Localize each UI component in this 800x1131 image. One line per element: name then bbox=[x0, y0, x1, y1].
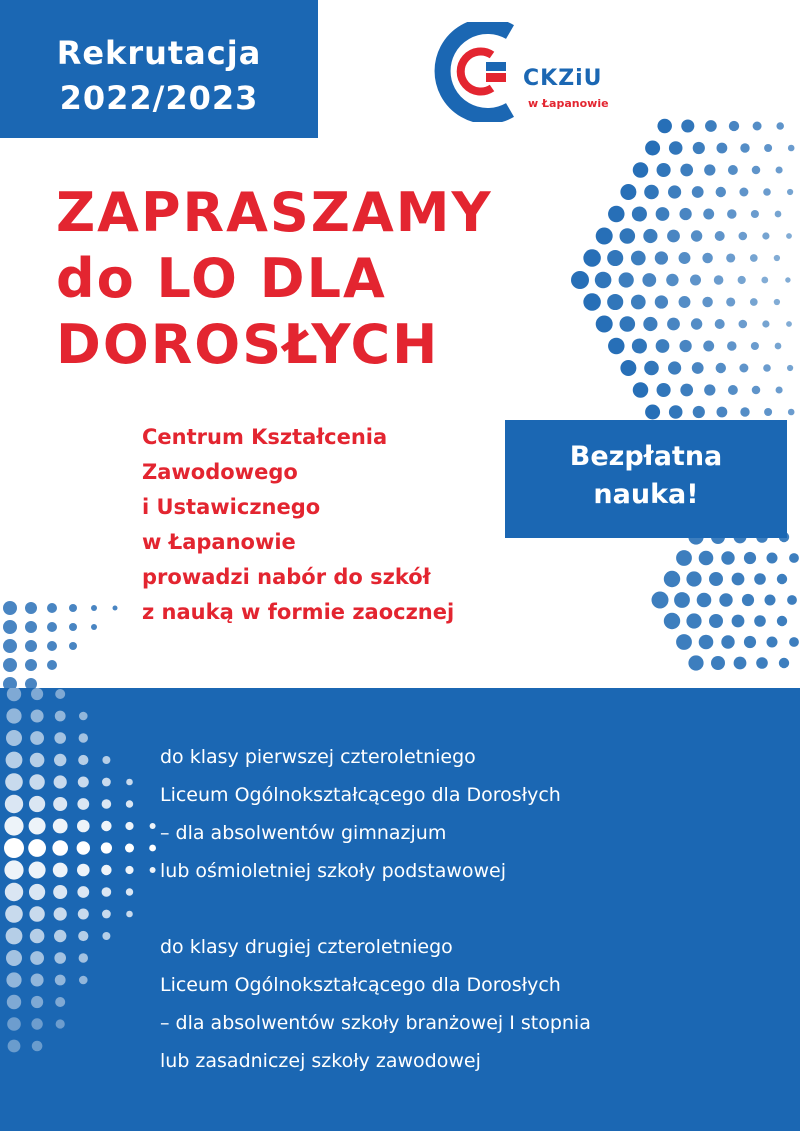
decorative-dot bbox=[774, 255, 780, 261]
decorative-dot bbox=[91, 624, 97, 630]
decorative-dot bbox=[776, 122, 784, 130]
decorative-dot bbox=[633, 382, 649, 398]
decorative-dot bbox=[692, 362, 704, 374]
decorative-dot bbox=[6, 950, 22, 966]
offer-line: lub ośmioletniej szkoły podstawowej bbox=[160, 860, 507, 882]
decorative-dot bbox=[714, 275, 724, 285]
school-logo bbox=[430, 22, 630, 122]
decorative-dot bbox=[77, 886, 89, 898]
decorative-dot bbox=[726, 253, 735, 262]
decorative-dot bbox=[709, 572, 723, 586]
decorative-dot bbox=[5, 883, 23, 901]
decorative-dot bbox=[703, 341, 714, 352]
decorative-dot bbox=[775, 343, 782, 350]
offer-line: – dla absolwentów gimnazjum bbox=[160, 822, 447, 844]
decorative-dot bbox=[693, 406, 705, 418]
decorative-dot bbox=[25, 659, 37, 671]
decorative-dot bbox=[657, 119, 672, 134]
decorative-dot bbox=[788, 145, 795, 152]
decorative-dot bbox=[739, 320, 748, 329]
decorative-dot bbox=[645, 141, 660, 156]
decorative-dot bbox=[55, 975, 66, 986]
decorative-dot bbox=[719, 593, 732, 606]
decorative-dot bbox=[78, 909, 89, 920]
decorative-dot bbox=[101, 821, 111, 831]
decorative-dot bbox=[102, 799, 112, 809]
decorative-dot bbox=[79, 976, 88, 985]
decorative-dot bbox=[728, 385, 738, 395]
decorative-dot bbox=[762, 320, 769, 327]
decorative-dot bbox=[620, 228, 636, 244]
decorative-dot bbox=[47, 641, 57, 651]
decorative-dot bbox=[3, 639, 17, 653]
decorative-dot bbox=[740, 407, 749, 416]
decorative-dot bbox=[77, 820, 90, 833]
decorative-dot bbox=[126, 888, 133, 895]
decorative-dot bbox=[126, 779, 133, 786]
decorative-dot bbox=[664, 571, 680, 587]
decorative-dot bbox=[787, 595, 797, 605]
decorative-dot bbox=[644, 185, 659, 200]
decorative-dot bbox=[619, 272, 634, 287]
decorative-dot bbox=[652, 592, 669, 609]
decorative-dot bbox=[669, 405, 683, 419]
decorative-dot bbox=[54, 732, 66, 744]
intro-line: i Ustawicznego bbox=[142, 495, 321, 519]
decorative-dot bbox=[6, 972, 21, 987]
decorative-dot bbox=[716, 363, 726, 373]
decorative-dot bbox=[690, 275, 701, 286]
decorative-dot bbox=[686, 613, 701, 628]
decorative-dot bbox=[47, 622, 57, 632]
decorative-dot bbox=[754, 615, 766, 627]
decorative-dot bbox=[655, 295, 668, 308]
decorative-dot bbox=[53, 885, 67, 899]
decorative-dot bbox=[6, 730, 22, 746]
decorative-dot bbox=[666, 274, 678, 286]
decorative-dot bbox=[767, 637, 778, 648]
offer-line: Liceum Ogólnokształcącego dla Dorosłych bbox=[160, 974, 561, 996]
decorative-dot bbox=[79, 953, 88, 962]
decorative-dot bbox=[5, 905, 23, 923]
decorative-dot bbox=[91, 605, 97, 611]
decorative-dot bbox=[102, 756, 110, 764]
free-box-line: Bezpłatna bbox=[569, 441, 723, 472]
intro-line: w Łapanowie bbox=[142, 530, 296, 554]
decorative-dot bbox=[69, 604, 77, 612]
decorative-dot bbox=[29, 774, 44, 789]
decorative-dot bbox=[716, 187, 726, 197]
decorative-dot bbox=[30, 731, 44, 745]
decorative-dot bbox=[620, 360, 636, 376]
decorative-dot bbox=[679, 252, 691, 264]
logo-location: w Łapanowie bbox=[528, 97, 609, 110]
decorative-dot bbox=[78, 777, 89, 788]
decorative-dot bbox=[762, 232, 769, 239]
decorative-dot bbox=[691, 318, 702, 329]
decorative-dot bbox=[787, 365, 793, 371]
decorative-dot bbox=[721, 551, 734, 564]
decorative-dot bbox=[125, 866, 133, 874]
offer-line: do klasy drugiej czteroletniego bbox=[160, 936, 453, 958]
decorative-dot bbox=[150, 823, 156, 829]
offer-separator bbox=[160, 890, 760, 928]
decorative-dot bbox=[6, 928, 23, 945]
decorative-dot bbox=[77, 798, 89, 810]
decorative-dot bbox=[655, 251, 668, 264]
decorative-dot bbox=[705, 120, 717, 132]
decorative-dot bbox=[102, 778, 111, 787]
decorative-dot bbox=[125, 822, 133, 830]
decorative-dot bbox=[693, 142, 705, 154]
decorative-dot bbox=[697, 593, 712, 608]
decorative-dot bbox=[703, 209, 714, 220]
decorative-dot bbox=[674, 592, 690, 608]
decorative-dot bbox=[7, 1017, 21, 1031]
decorative-dot bbox=[728, 165, 738, 175]
headline-line: ZAPRASZAMY bbox=[56, 181, 493, 244]
decorative-dot bbox=[79, 733, 88, 742]
badge-title: Rekrutacja bbox=[56, 34, 262, 72]
decorative-dot bbox=[750, 298, 758, 306]
decorative-dot bbox=[681, 119, 694, 132]
decorative-dot bbox=[54, 930, 66, 942]
decorative-dot bbox=[788, 409, 795, 416]
decorative-dot bbox=[47, 603, 57, 613]
decorative-dot bbox=[702, 253, 713, 264]
decorative-dot bbox=[7, 688, 21, 701]
logo-c-mark-icon bbox=[430, 22, 522, 122]
decorative-dot bbox=[608, 338, 625, 355]
decorative-dot bbox=[6, 752, 23, 769]
decorative-dot bbox=[779, 658, 789, 668]
decorative-dot bbox=[78, 755, 88, 765]
intro-line: prowadzi nabór do szkół bbox=[142, 565, 431, 589]
decorative-dot bbox=[704, 164, 715, 175]
decorative-dot bbox=[787, 189, 793, 195]
decorative-dot bbox=[31, 996, 43, 1008]
decorative-dot bbox=[54, 775, 67, 788]
decorative-dot bbox=[596, 316, 613, 333]
decorative-dot bbox=[711, 656, 725, 670]
decorative-dot bbox=[643, 229, 657, 243]
decorative-dot bbox=[679, 296, 691, 308]
decorative-dot bbox=[631, 295, 646, 310]
decorative-dot bbox=[668, 185, 681, 198]
decorative-dot bbox=[717, 143, 728, 154]
decorative-dot bbox=[702, 297, 713, 308]
decorative-dot bbox=[25, 602, 37, 614]
decorative-dot bbox=[4, 860, 23, 879]
decorative-dot bbox=[53, 819, 68, 834]
decorative-dot bbox=[102, 910, 111, 919]
logo-name: CKZiU bbox=[523, 66, 603, 91]
decorative-dot bbox=[688, 655, 703, 670]
decorative-dot bbox=[786, 233, 792, 239]
decorative-dot bbox=[721, 635, 734, 648]
decorative-dot bbox=[29, 862, 46, 879]
intro-line: z nauką w formie zaocznej bbox=[142, 600, 455, 624]
decorative-dot bbox=[3, 601, 17, 615]
decorative-dot bbox=[680, 164, 693, 177]
decorative-dot bbox=[6, 708, 21, 723]
decorative-dot bbox=[608, 206, 625, 223]
decorative-dot bbox=[32, 1041, 43, 1052]
decorative-dot bbox=[126, 800, 133, 807]
decorative-dot bbox=[763, 188, 771, 196]
decorative-dot bbox=[656, 207, 670, 221]
decorative-dot bbox=[52, 840, 68, 856]
decorative-dot bbox=[664, 613, 680, 629]
decorative-dot bbox=[53, 863, 68, 878]
decorative-dot bbox=[25, 621, 37, 633]
decorative-dot bbox=[53, 797, 67, 811]
decorative-dot bbox=[29, 796, 45, 812]
offer-line: Liceum Ogólnokształcącego dla Dorosłych bbox=[160, 784, 561, 806]
decorative-dot bbox=[764, 408, 772, 416]
decorative-dot bbox=[656, 339, 670, 353]
decorative-dot bbox=[77, 841, 90, 854]
decorative-dot bbox=[620, 316, 636, 332]
decorative-dot bbox=[774, 299, 780, 305]
intro-line: Zawodowego bbox=[142, 460, 298, 484]
badge-year: 2022/2023 bbox=[59, 79, 259, 117]
decorative-dot bbox=[680, 384, 693, 397]
decorative-dot bbox=[763, 364, 771, 372]
decorative-dot bbox=[607, 294, 623, 310]
decorative-dot bbox=[632, 206, 647, 221]
intro-line: Centrum Kształcenia bbox=[142, 425, 388, 449]
decorative-dot bbox=[739, 188, 748, 197]
decorative-dot bbox=[126, 911, 133, 918]
decorative-dot bbox=[5, 795, 23, 813]
decorative-dot bbox=[668, 361, 681, 374]
decorative-dot bbox=[657, 383, 671, 397]
decorative-dot bbox=[739, 364, 748, 373]
headline bbox=[56, 180, 596, 378]
decorative-dot bbox=[742, 594, 754, 606]
decorative-dot bbox=[102, 887, 112, 897]
decorative-dot bbox=[686, 571, 701, 586]
decorative-dot bbox=[77, 864, 90, 877]
offer-list bbox=[160, 738, 760, 1080]
decorative-dot bbox=[776, 166, 783, 173]
decorative-dot bbox=[764, 144, 772, 152]
decorative-dot bbox=[738, 276, 746, 284]
decorative-dot bbox=[752, 386, 761, 395]
decorative-dot bbox=[667, 318, 680, 331]
decorative-dot bbox=[775, 211, 782, 218]
decorative-dot bbox=[734, 657, 747, 670]
decorative-dot bbox=[29, 906, 44, 921]
decorative-dot bbox=[632, 338, 647, 353]
decorative-dot bbox=[55, 997, 65, 1007]
decorative-dot bbox=[30, 753, 45, 768]
decorative-dot bbox=[751, 210, 759, 218]
decorative-dot bbox=[607, 250, 623, 266]
decorative-dot bbox=[5, 773, 23, 791]
decorative-dot bbox=[101, 865, 111, 875]
decorative-dot bbox=[8, 1040, 21, 1053]
decorative-dot bbox=[744, 636, 756, 648]
decorative-dot bbox=[4, 816, 23, 835]
decorative-dot bbox=[47, 660, 57, 670]
decorative-dot bbox=[667, 230, 680, 243]
decorative-dot bbox=[709, 614, 723, 628]
decorative-dot bbox=[767, 553, 778, 564]
decorative-dot bbox=[732, 615, 745, 628]
decorative-dot bbox=[692, 186, 704, 198]
headline-line: DOROSŁYCH bbox=[56, 313, 440, 376]
decorative-dot bbox=[676, 550, 692, 566]
decorative-dot bbox=[751, 342, 759, 350]
decorative-dot bbox=[69, 623, 77, 631]
decorative-dot bbox=[740, 143, 749, 152]
decorative-dot bbox=[31, 1018, 42, 1029]
decorative-dot bbox=[699, 635, 714, 650]
decorative-dot bbox=[753, 122, 762, 131]
decorative-dot bbox=[31, 974, 44, 987]
decorative-dot bbox=[761, 277, 768, 284]
decorative-dot bbox=[7, 995, 21, 1009]
decorative-dot bbox=[3, 658, 17, 672]
decorative-dot bbox=[786, 321, 792, 327]
decorative-dot bbox=[699, 551, 714, 566]
decorative-dot bbox=[28, 839, 46, 857]
decorative-dot bbox=[620, 184, 636, 200]
decorative-dot bbox=[79, 712, 88, 721]
decorative-dot bbox=[631, 251, 646, 266]
recruitment-badge bbox=[0, 0, 318, 138]
decorative-dot bbox=[55, 689, 65, 699]
decorative-dot bbox=[776, 386, 783, 393]
decorative-dot bbox=[3, 620, 17, 634]
decorative-dot bbox=[727, 209, 737, 219]
decorative-dot bbox=[679, 208, 691, 220]
decorative-dot bbox=[691, 230, 702, 241]
decorative-dot bbox=[644, 361, 659, 376]
intro-text bbox=[142, 420, 562, 630]
decorative-dot bbox=[642, 273, 656, 287]
decorative-dot bbox=[732, 573, 745, 586]
decorative-dot bbox=[676, 634, 692, 650]
decorative-dot bbox=[125, 844, 134, 853]
decorative-dot bbox=[55, 711, 66, 722]
free-education-box bbox=[505, 420, 787, 538]
decorative-dot bbox=[113, 606, 118, 611]
decorative-dot bbox=[750, 254, 758, 262]
decorative-dot bbox=[29, 884, 45, 900]
decorative-dot bbox=[643, 317, 657, 331]
decorative-dot bbox=[752, 166, 761, 175]
decorative-dot bbox=[25, 640, 37, 652]
decorative-dot bbox=[657, 163, 671, 177]
decorative-dot bbox=[756, 657, 768, 669]
decorative-dot bbox=[54, 952, 66, 964]
decorative-dot bbox=[29, 818, 46, 835]
decorative-dot bbox=[777, 574, 787, 584]
decorative-dot bbox=[789, 637, 799, 647]
decorative-dot bbox=[739, 232, 748, 241]
decorative-dot bbox=[727, 341, 737, 351]
offer-line: do klasy pierwszej czteroletniego bbox=[160, 746, 476, 768]
decorative-dot bbox=[645, 405, 660, 420]
decorative-dot bbox=[54, 754, 66, 766]
decorative-dot bbox=[789, 553, 799, 563]
decorative-dot bbox=[149, 845, 156, 852]
decorative-dot bbox=[31, 688, 43, 700]
decorative-dot bbox=[729, 121, 739, 131]
decorative-dot bbox=[30, 951, 44, 965]
decorative-dot bbox=[715, 319, 725, 329]
decorative-dot bbox=[4, 838, 24, 858]
decorative-dot bbox=[754, 573, 766, 585]
decorative-dot bbox=[30, 929, 45, 944]
decorative-dot bbox=[777, 616, 787, 626]
decorative-dot bbox=[102, 932, 110, 940]
decorative-dot bbox=[715, 231, 725, 241]
decorative-dot bbox=[78, 931, 88, 941]
decorative-dot bbox=[150, 867, 156, 873]
decorative-dot bbox=[596, 228, 613, 245]
free-box-line: nauka! bbox=[593, 479, 699, 510]
decorative-dot bbox=[785, 277, 790, 282]
decorative-dot bbox=[765, 595, 776, 606]
decorative-dot bbox=[679, 340, 691, 352]
decorative-dot bbox=[633, 162, 649, 178]
headline-line: do LO DLA bbox=[56, 247, 387, 310]
offer-line: – dla absolwentów szkoły branżowej I stopnia bbox=[160, 1012, 591, 1034]
decorative-dot bbox=[69, 642, 77, 650]
decorative-dot bbox=[726, 297, 735, 306]
decorative-dot bbox=[704, 384, 715, 395]
offer-line: lub zasadniczej szkoły zawodowej bbox=[160, 1050, 481, 1072]
decorative-dot bbox=[744, 552, 756, 564]
decorative-dot bbox=[54, 907, 67, 920]
decorative-dot bbox=[595, 272, 612, 289]
decorative-dot bbox=[31, 710, 44, 723]
decorative-dot bbox=[669, 141, 683, 155]
decorative-dot bbox=[56, 1019, 65, 1028]
decorative-dot bbox=[101, 842, 112, 853]
decorative-dot bbox=[717, 407, 728, 418]
